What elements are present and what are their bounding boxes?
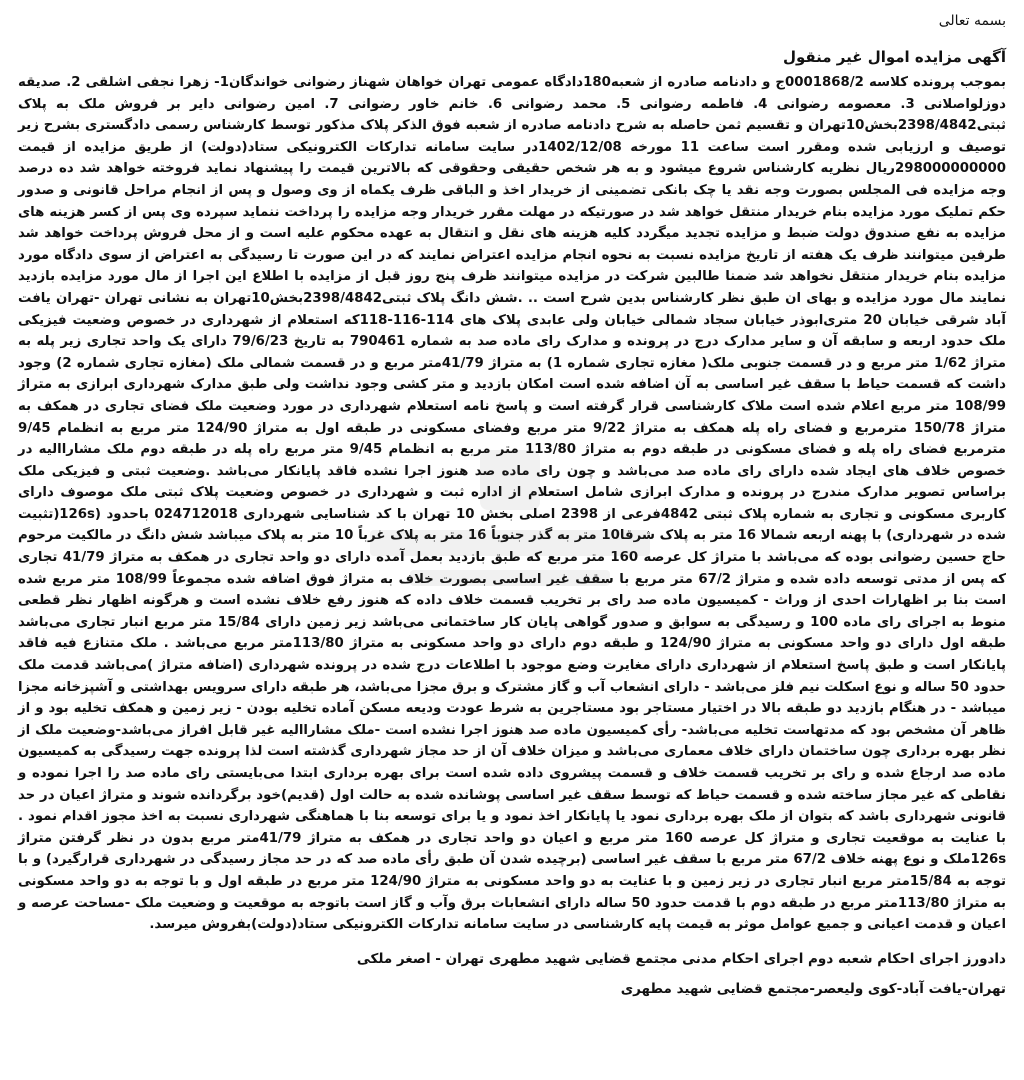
- notice-title: آگهی مزایده اموال غیر منقول: [782, 48, 1006, 66]
- bismillah-heading: بسمه تعالی: [938, 13, 1006, 29]
- notice-body: بموجب پرونده کلاسه 0001868/2ج و دادنامه صادره از شعبه180دادگاه عمومی تهران خواهان شهناز رضوانی خواندگان1- زهرا نجفی اشلقی 2. صدیقه دوزلواصلانی 3. معصومه رضوانی 4. فاطمه رضوانی 5. محمد رضوانی 6. خانم خاور رضوانی 7. امین رضوانی دایر بر فروش ملک به پلاک ثبتی2398/4842بخش10تهران و تقسیم ثمن حاصله به شرح دادنامه صادره از شعبه فوق الذکر پلاک مذکور توسط کارشناس رسمی دادگستری بشرح زیر توصیف و ارزیابی شده ومقرر است ساعت 11 مورخه 1402/12/08در سایت سامانه تدارکات الکترونیکی ستاد(دولت) از طریق مزایده از قیمت 298000000000ریال نظریه کارشناس شروع میشود و به هر شخص حقیقی وحقوقی که بالاترین قیمت را پیشنهاد نماید فروخته خواهد شد ده درصد وجه مزایده فی المجلس بصورت وجه نقد یا چک بانکی تضمینی از خریدار اخذ و الباقی ظرف یکماه از وی وصول و پس از انجام مراحل قانونی و صدور حکم تملیک مورد مزایده بنام خریدار منتقل خواهد شد در صورتیکه در مهلت مقرر خریدار وجه مزایده را پرداخت ننماید سپرده وی پس از کسر هزینه های مزایده به نفع صندوق دولت ضبط و مزایده تجدید میگردد کلیه هزینه های نقل و انتقال به عهده محکوم علیه است و از محل فروش پرداخت خواهد شد طرفین میتوانند ظرف یک هفته از تاریخ مزایده نسبت به نحوه انجام مزایده اعتراض نمایند که در این صورت تا رسیدگی به اعتراض از سوی دادگاه مورد مزایده بنام خریدار منتقل نخواهد شد ضمنا طالبین شرکت در مزایده میتوانند ظرف پنج روز قبل از مزایده با اطلاع این اجرا از مال مورد مزایده بازدید نمایند مال مورد مزایده و بهای ان طبق نظر کارشناس بدین شرح است .. .شش دانگ پلاک ثبتی2398/4842بخش10تهران به نشانی تهران -تهران یافت آباد شرقی خیابان 20 متری‌ابوذر خیابان سجاد شمالی خیابان ولی عابدی پلاک های 114-116-118که استعلام از شهرداری در خصوص وضعیت فیزیکی ملک حدود اربعه و سابقه آن و سایر مدارک درج در پرونده و مدارک رای ماده صد به شماره 790461 به تاریخ 79/6/23 دارای یک واحد تجاری زیر پله به متراژ 1/62 متر مربع و در قسمت جنوبی ملک( مغازه تجاری شماره 1) به متراژ 41/79متر مربع و در قسمت شمالی ملک (مغازه تجاری شماره 2) وجود داشت که قسمت حیاط با سقف غیر اساسی به آن اضافه شده است امکان بازدید و متر کشی وجود نداشت ولی طبق مدارک شهرداری ابرازی به متراژ 108/99 متر مربع اعلام شده است ملاک کارشناسی قرار گرفته است و پاسخ نامه استعلام شهرداری در مورد وضعیت ملک فضای تجاری در همکف به متراژ 150/78 مترمربع و فضای راه پله همکف به متراژ 9/22 متر مربع وفضای مسکونی در طبقه اول به متراژ 124/90 متر مربع به انظمام 9/45 مترمربع فضای راه پله و فضای مسکونی در طبقه دوم به متراژ 113/80 متر مربع به انظمام 9/45 متر مربع راه پله در طبقه دوم ملک مشاراالیه در خصوص خلاف های ایجاد شده دارای رای ماده صد می‌باشد و چون رای ماده صد هنوز اجرا نشده فاقد پایانکار می‌باشد .وضعیت ثبتی و فیزیکی ملک براساس تصویر مدارک مندرج در پرونده و مدارک ابرازی شامل استعلام از اداره ثبت و شهرداری در خصوص وضعیت پلاک ثبتی ملک موصوف دارای کاربری مسکونی و تجاری به شماره پلاک ثبتی 4842فرعی از 2398 اصلی بخش 10 تهران با کد شناسایی شهرداری 024712018 باحدود (126s(تثبیت شده در شهرداری) با پهنه اربعه شمالا 16 متر به پلاک شرقا10 متر به گذر جنوباً 16 متر به پلاک غرباً 10 متر به پلاک میباشد شش دانگ در مالکیت مرحوم حاج حسین رضوانی بوده که می‌باشد با متراژ کل عرصه 160 متر مربع که طبق بازدید بعمل آمده دارای دو واحد تجاری در همکف به متراژ 41/79 تجاری که پس از مدتی توسعه داده شده و متراژ 67/2 متر مربع با سقف غیر اساسی بصورت خلاف به متراژ فوق اضافه شده مجموعاً 108/99 متر مربع شده است بنا بر اظهارات احدی از وراث - کمیسیون ماده صد رای بر تخریب قسمت خلاف داده که هنوز رفع خلاف نشده است و هرگونه اظهار نظر قطعی منوط به اجرای رای ماده 100 و رسیدگی به سوابق و صدور گواهی پایان کار ساختمانی می‌باشد زیر زمین دارای 15/84 متر مربع انبار تجاری می‌باشد طبقه اول دارای دو واحد مسکونی به متراژ 124/90 و طبقه دوم دارای دو واحد مسکونی به متراژ 113/80متر مربع می‌باشد . ملک متنازع فیه فاقد پایانکار است و طبق پاسخ استعلام از شهرداری دارای مغایرت وضع موجود با اطلاعات درج شده در پرونده شهرداری (اضافه متراژ )می‌باشد قدمت ملک حدود 50 ساله و نوع اسکلت نیم فلز می‌باشد - دارای انشعاب آب و گاز مشترک و برق مجزا می‌باشد، هر طبقه دارای سرویس بهداشتی و آشپزخانه مجزا میباشد - در هنگام بازدید دو طبقه بالا در اختیار مستاجر بود مستاجرین به شرط عودت ودیعه مسکن آماده تخلیه بودن - زیر زمین و همکف تخلیه بود و از ظاهر آن مشخص بود که مدتهاست تخلیه می‌باشد- رأی کمیسیون ماده صد هنوز اجرا نشده است -ملک مشاراالیه غیر قابل افراز می‌باشد-وضعیت ملک از نظر بهره برداری چون ساختمان دارای خلاف معماری می‌باشد و میزان خلاف آن از حد مجاز شهرداری گذشته است لذا پرونده جهت رسیدگی به کمیسیون ماده صد ارجاع شده و رای بر تخریب قسمت خلاف و قسمت پیشروی داده شده است برای بهره برداری ابتدا می‌بایستی رای ماده صد را اجرا نموده و نقاطی که غیر مجاز ساخته شده و قسمت حیاط که توسط سقف غیر اساسی پوشانده شده به حالت اول (قدیم)خود برگردانده شوند و متراژ اعیان در حد قانونی شهرداری باشد که بتوان از ملک بهره برداری نمود یا پایانکار اخذ نمود و یا برای توسعه بنا با هماهنگی شهرداری نسبت به اخذ مجوز اقدام نمود . با عنایت به موقعیت تجاری و متراژ کل عرصه 160 متر مربع و اعیان دو واحد تجاری در همکف به متراژ 41/79متر مربع بدون در نظر گرفتن متراژ 126sملک و نوع پهنه خلاف 67/2 متر مربع با سقف غیر اساسی (برچیده شدن آن طبق رأی ماده صد که در حد مجاز رسیدگی در شهرداری قرارگیرد) و با توجه به 15/84متر مربع انبار تجاری در زیر زمین و با عنایت به دو واحد مسکونی به متراژ 124/90 متر مربع در طبقه اول و با توجه به دو واحد مسکونی به متراژ 113/80متر مربع در طبقه دوم با قدمت حدود 50 ساله دارای انشعابات برق وآب و گاز است باتوجه به موقعیت و وضعیت ملک -مساحت عرصه و اعیان و قدمت اعیانی و جمیع عوامل موثر به قیمت پایه کارشناسی در سایت سامانه تدارکات الکترونیکی ستاد(دولت)بفروش میرسد.: [18, 75, 1007, 933]
- footer-address: تهران-یافت آباد-کوی ولیعصر-مجتمع قضایی شهید مطهری: [620, 980, 1006, 997]
- signature-line: دادورز اجرای احکام شعبه دوم اجرای احکام مدنی مجتمع قضایی شهید مطهری تهران - اصغر ملکی: [356, 950, 1006, 967]
